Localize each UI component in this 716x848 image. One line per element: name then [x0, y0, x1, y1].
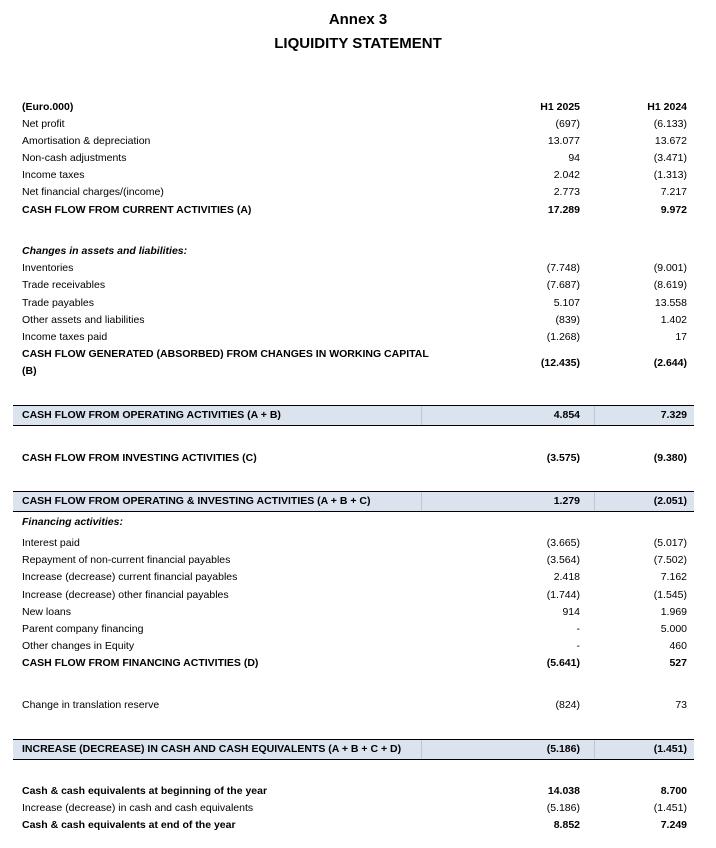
row-label: CASH FLOW FROM INVESTING ACTIVITIES (C) [22, 452, 257, 464]
value-h1-2024: 460 [669, 640, 687, 652]
value-h1-2025: 5.107 [553, 297, 580, 309]
table-row [0, 697, 716, 714]
row-label: Trade receivables [22, 279, 106, 291]
table-row [0, 535, 716, 552]
value-h1-2025: 2.418 [553, 571, 580, 583]
value-h1-2025: 8.852 [553, 819, 580, 831]
row-label: INCREASE (DECREASE) IN CASH AND CASH EQUIVALENTS (A + B + C + D) [22, 743, 402, 755]
value-h1-2025: (5.186) [546, 802, 580, 814]
table-row [0, 295, 716, 312]
subtotal-row [0, 655, 716, 672]
value-h1-2025: (3.575) [546, 452, 580, 464]
row-label: Repayment of non-current financial payables [22, 554, 231, 566]
value-h1-2024: 1.402 [660, 314, 687, 326]
value-h1-2025: - [576, 623, 580, 635]
value-h1-2025: (5.641) [546, 657, 580, 669]
row-label: Change in translation reserve [22, 699, 160, 711]
value-h1-2024: 9.972 [660, 204, 687, 216]
section-heading [0, 243, 716, 260]
value-h1-2025: 94 [568, 152, 580, 164]
value-h1-2024: (1.545) [653, 589, 687, 601]
row-label: Inventories [22, 262, 74, 274]
row-label: Increase (decrease) current financial payables [22, 571, 238, 583]
row-label: Cash & cash equivalents at end of the year [22, 819, 236, 831]
value-h1-2024: (9.001) [653, 262, 687, 274]
value-h1-2024: (5.017) [653, 537, 687, 549]
value-h1-2025: (1.744) [546, 589, 580, 601]
value-h1-2025: (5.186) [546, 743, 580, 755]
value-h1-2024: (1.451) [653, 743, 687, 755]
table-row [0, 150, 716, 167]
value-h1-2024: 7.162 [660, 571, 687, 583]
value-h1-2024: 8.700 [660, 785, 687, 797]
section-heading-label: Changes in assets and liabilities: [22, 245, 188, 257]
value-h1-2025: 13.077 [547, 135, 580, 147]
row-label: Other assets and liabilities [22, 314, 145, 326]
value-h1-2025: (1.268) [546, 331, 580, 343]
value-h1-2024: (2.051) [653, 495, 687, 507]
table-row [0, 587, 716, 604]
value-h1-2024: 1.969 [660, 606, 687, 618]
table-row [0, 569, 716, 586]
value-h1-2025: 2.773 [553, 186, 580, 198]
value-h1-2024: 7.249 [660, 819, 687, 831]
table-row [0, 133, 716, 150]
row-label: Interest paid [22, 537, 80, 549]
value-h1-2025: 14.038 [547, 785, 580, 797]
value-h1-2024: 527 [669, 657, 687, 669]
table-row [0, 552, 716, 569]
row-label [22, 346, 442, 380]
value-h1-2024: (7.502) [653, 554, 687, 566]
section-heading-label: Financing activities: [22, 516, 123, 528]
value-h1-2024: 17 [675, 331, 687, 343]
table-row [0, 604, 716, 621]
row-label: CASH FLOW FROM OPERATING & INVESTING ACTIVITIES (A + B + C) [22, 495, 371, 507]
value-h1-2024: 5.000 [660, 623, 687, 635]
table-row [0, 621, 716, 638]
table-row [0, 638, 716, 655]
row-label: Net profit [22, 118, 65, 130]
row-label: Parent company financing [22, 623, 144, 635]
section-heading [0, 514, 716, 531]
value-h1-2025: (7.687) [546, 279, 580, 291]
value-h1-2025: (3.564) [546, 554, 580, 566]
value-h1-2025: (12.435) [540, 357, 580, 369]
value-h1-2024: 73 [675, 699, 687, 711]
column-h1-2024: H1 2024 [647, 101, 687, 113]
table-row [0, 800, 716, 817]
value-h1-2025: (3.665) [546, 537, 580, 549]
row-label: Income taxes paid [22, 331, 108, 343]
value-h1-2024: 13.672 [654, 135, 687, 147]
row-label: Trade payables [22, 297, 94, 309]
row-label: CASH FLOW FROM OPERATING ACTIVITIES (A + B) [22, 409, 281, 421]
total-row [0, 450, 716, 467]
table-row [0, 783, 716, 800]
table-row [0, 167, 716, 184]
total-row [0, 817, 716, 834]
row-label-line-2: (B) [22, 365, 37, 377]
table-row [0, 116, 716, 133]
value-h1-2024: (1.313) [653, 169, 687, 181]
value-h1-2024: (8.619) [653, 279, 687, 291]
row-label: New loans [22, 606, 72, 618]
row-label: Cash & cash equivalents at beginning of the year [22, 785, 268, 797]
row-label-line-1: CASH FLOW GENERATED (ABSORBED) FROM CHANGES IN WORKING CAPITAL [22, 348, 429, 360]
subtotal-row [0, 346, 716, 380]
row-label: Net financial charges/(income) [22, 186, 164, 198]
value-h1-2025: (697) [555, 118, 580, 130]
unit-label: (Euro.000) [22, 101, 74, 113]
row-label: Increase (decrease) other financial payables [22, 589, 229, 601]
value-h1-2024: (9.380) [653, 452, 687, 464]
value-h1-2024: 13.558 [654, 297, 687, 309]
value-h1-2025: (824) [555, 699, 580, 711]
value-h1-2025: 2.042 [553, 169, 580, 181]
value-h1-2024: (2.644) [653, 357, 687, 369]
row-label: Non-cash adjustments [22, 152, 127, 164]
row-label: CASH FLOW FROM FINANCING ACTIVITIES (D) [22, 657, 259, 669]
value-h1-2024: (3.471) [653, 152, 687, 164]
table-row [0, 329, 716, 346]
value-h1-2025: (7.748) [546, 262, 580, 274]
value-h1-2024: 7.217 [660, 186, 687, 198]
column-header-row [0, 99, 716, 116]
table-row [0, 277, 716, 294]
value-h1-2025: 17.289 [547, 204, 580, 216]
value-h1-2024: (6.133) [653, 118, 687, 130]
subtotal-row [0, 202, 716, 219]
annex-label: Annex 3 [328, 11, 388, 28]
value-h1-2025: - [576, 640, 580, 652]
column-h1-2025: H1 2025 [540, 101, 580, 113]
total-row [0, 492, 716, 511]
row-label: CASH FLOW FROM CURRENT ACTIVITIES (A) [22, 204, 252, 216]
value-h1-2025: 4.854 [553, 409, 580, 421]
page-title: LIQUIDITY STATEMENT [274, 35, 442, 52]
value-h1-2024: (1.451) [653, 802, 687, 814]
row-label: Income taxes [22, 169, 85, 181]
value-h1-2025: (839) [555, 314, 580, 326]
total-row [0, 740, 716, 759]
row-label: Increase (decrease) in cash and cash equivalents [22, 802, 254, 814]
total-row [0, 406, 716, 425]
value-h1-2024: 7.329 [660, 409, 687, 421]
table-row [0, 260, 716, 277]
value-h1-2025: 914 [562, 606, 580, 618]
row-label: Amortisation & depreciation [22, 135, 151, 147]
table-row [0, 312, 716, 329]
table-row [0, 184, 716, 201]
value-h1-2025: 1.279 [553, 495, 580, 507]
row-label: Other changes in Equity [22, 640, 135, 652]
